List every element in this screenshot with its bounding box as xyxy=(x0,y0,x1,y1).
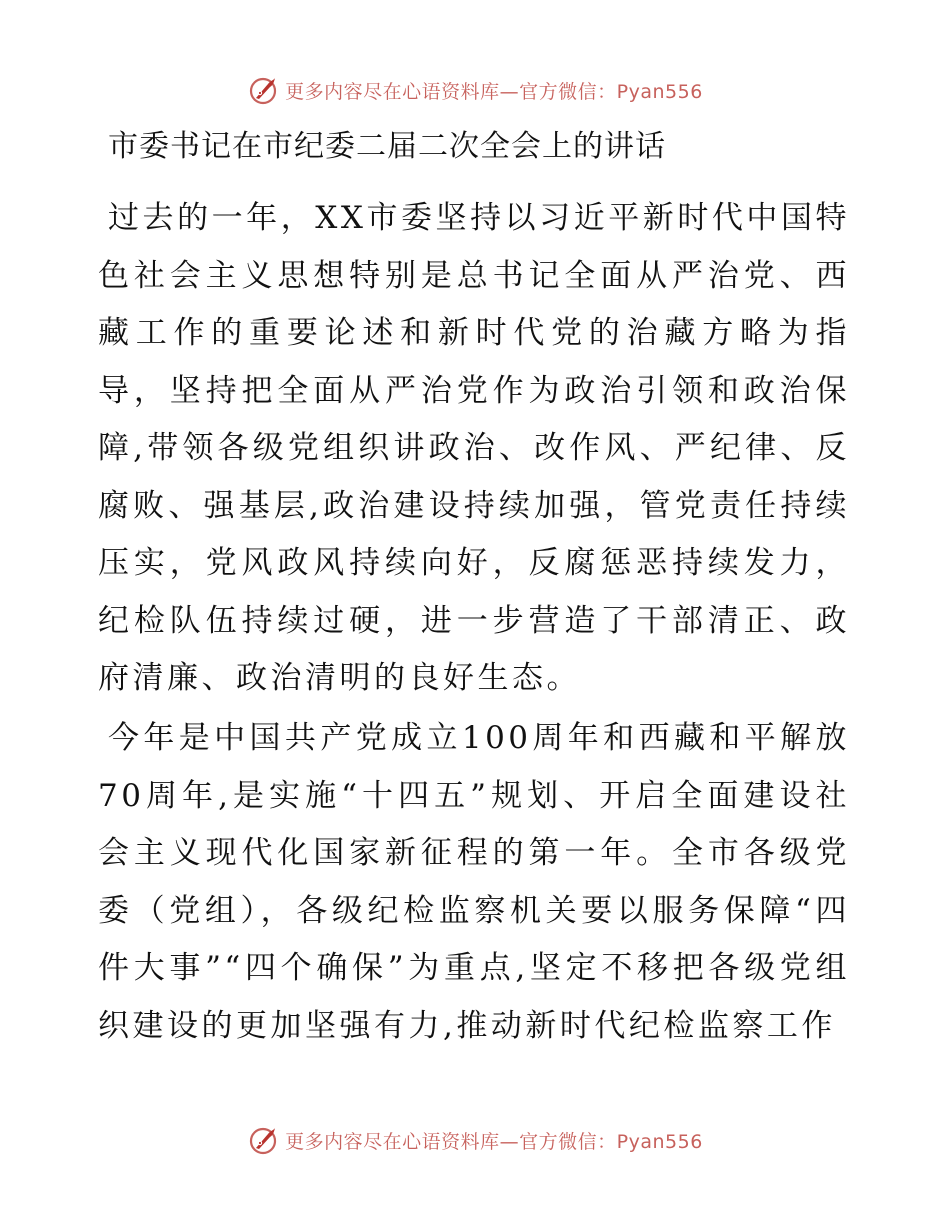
watermark-text: 更多内容尽在心语资料库—官方微信：Pyan556 xyxy=(285,80,703,103)
quill-pen-logo-icon xyxy=(247,1124,279,1156)
document-title: 市委书记在市纪委二届二次全会上的讲话 xyxy=(108,129,666,164)
body-paragraph: 今年是中国共产党成立100周年和西藏和平解放70周年,是实施“十四五”规划、开启全面建设社会主义现代化国家新征程的第一年。全市各级党委（党组），各级纪检监察机关要以服务保障“四件大事”“四个确保”为重点,坚定不移把各级党组织建设的更加坚强有力,推动新时代纪检监察工作 xyxy=(98,720,850,1044)
quill-pen-logo-icon xyxy=(247,74,279,106)
body-paragraph: 过去的一年，XX市委坚持以习近平新时代中国特色社会主义思想特别是总书记全面从严治党、西藏工作的重要论述和新时代党的治藏方略为指导，坚持把全面从严治党作为政治引领和政治保障,带领各级党组织讲政治、改作风、严纪律、反腐败、强基层,政治建设持续加强，管党责任持续压实，党风政风持续向好，反腐惩恶持续发力，纪检队伍持续过硬，进一步营造了干部清正、政府清廉、政治清明的良好生态。 xyxy=(98,200,850,696)
watermark-text: 更多内容尽在心语资料库—官方微信：Pyan556 xyxy=(285,1130,703,1153)
footer-watermark-banner xyxy=(0,1120,950,1160)
header-watermark-banner xyxy=(0,70,950,110)
